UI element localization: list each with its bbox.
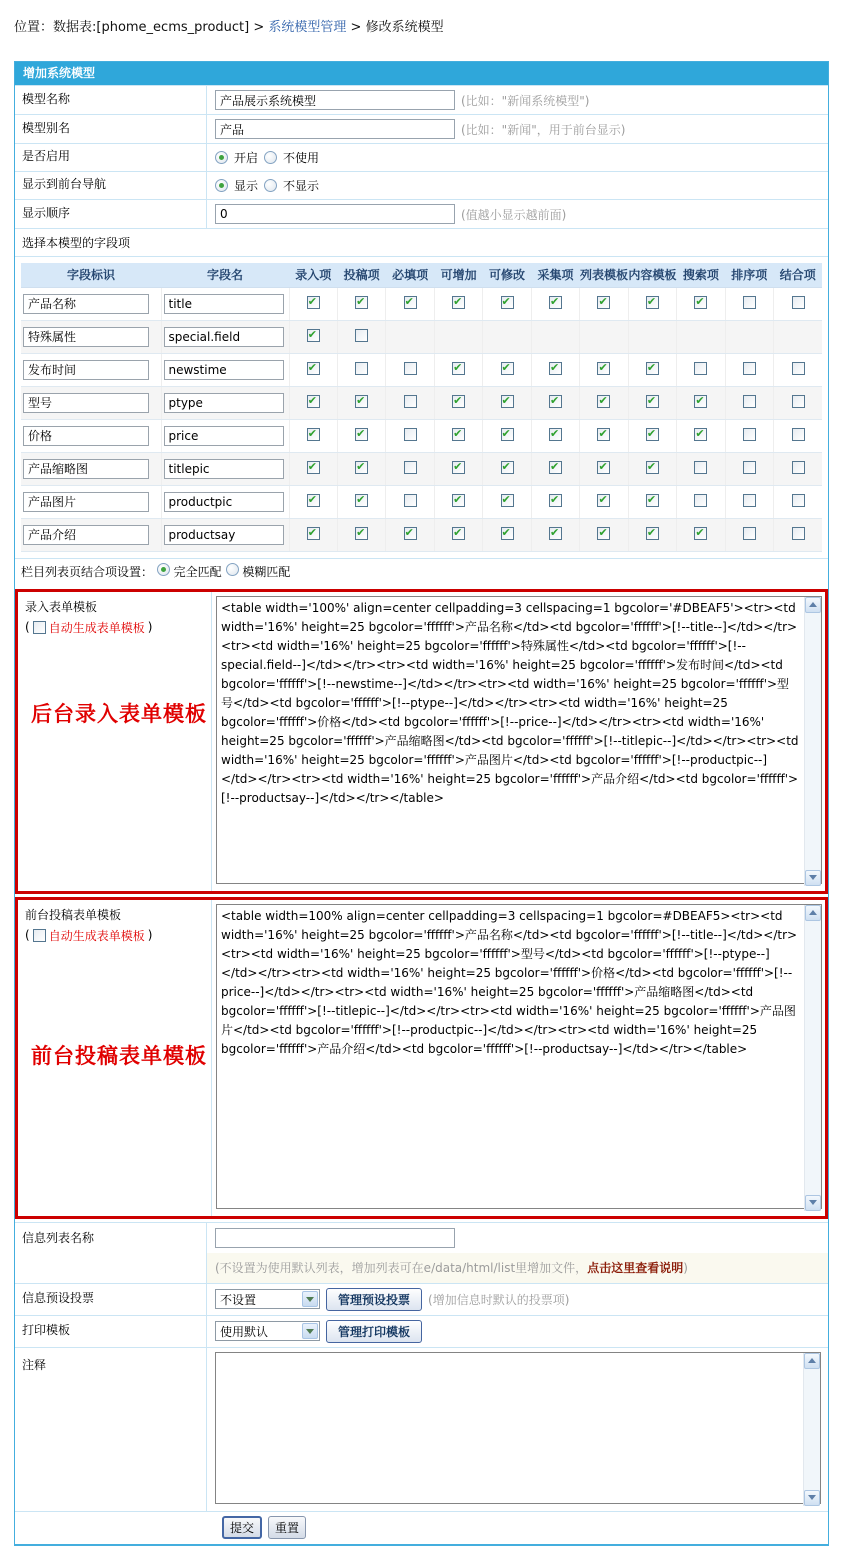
print-template-label: 打印模板 — [15, 1316, 207, 1347]
order-hint: (值越小显示越前面) — [461, 207, 567, 222]
manage-preset-vote-button[interactable]: 管理预设投票 — [326, 1288, 422, 1311]
field-checkbox[interactable] — [597, 527, 610, 540]
field-checkbox[interactable] — [355, 362, 368, 375]
submit-template-annotation: 前台投稿表单模板 — [31, 1042, 207, 1068]
fields-column-header: 排序项 — [725, 263, 773, 287]
field-checkbox[interactable] — [355, 395, 368, 408]
field-checkbox[interactable] — [355, 329, 368, 342]
field-checkbox[interactable] — [452, 494, 465, 507]
field-checkbox[interactable] — [743, 362, 756, 375]
field-checkbox[interactable] — [355, 527, 368, 540]
fields-column-header: 录入项 — [289, 263, 337, 287]
submit-template-highlight-box — [15, 897, 828, 1219]
input-template-textarea[interactable] — [216, 596, 822, 884]
note-scrollbar[interactable] — [803, 1353, 820, 1506]
fields-table-row — [15, 256, 828, 558]
field-checkbox[interactable] — [404, 296, 417, 309]
field-checkbox[interactable] — [501, 527, 514, 540]
field-checkbox[interactable] — [355, 461, 368, 474]
breadcrumb — [14, 16, 829, 35]
field-checkbox[interactable] — [792, 362, 805, 375]
show-nav-off-radio[interactable] — [264, 179, 277, 192]
show-nav-on-label: 显示 — [234, 179, 259, 193]
order-label: 显示顺序 — [15, 200, 207, 228]
field-checkbox[interactable] — [646, 395, 659, 408]
field-checkbox[interactable] — [404, 494, 417, 507]
add-model-panel — [14, 61, 829, 1546]
field-checkbox[interactable] — [694, 428, 707, 441]
chevron-down-icon[interactable] — [302, 1291, 318, 1307]
fields-column-header: 内容模板 — [628, 263, 676, 287]
field-checkbox[interactable] — [743, 461, 756, 474]
field-row — [21, 419, 822, 452]
model-alias-input[interactable] — [215, 119, 455, 139]
show-nav-on-radio[interactable] — [215, 179, 228, 192]
field-checkbox[interactable] — [743, 296, 756, 309]
preset-vote-select[interactable] — [215, 1289, 320, 1309]
scroll-up-button[interactable] — [805, 597, 821, 613]
field-checkbox[interactable] — [694, 362, 707, 375]
field-row — [21, 452, 822, 485]
model-alias-row — [15, 114, 828, 143]
note-row — [15, 1347, 828, 1511]
field-checkbox[interactable] — [549, 362, 562, 375]
show-nav-off-label: 不显示 — [283, 179, 320, 193]
field-checkbox[interactable] — [404, 527, 417, 540]
field-checkbox[interactable] — [452, 527, 465, 540]
field-checkbox[interactable] — [307, 362, 320, 375]
field-var-input[interactable] — [164, 492, 284, 512]
field-checkbox[interactable] — [597, 362, 610, 375]
preset-vote-hint: (增加信息时默认的投票项) — [428, 1292, 570, 1307]
fields-table — [21, 263, 822, 552]
field-checkbox[interactable] — [549, 494, 562, 507]
print-template-select-value: 使用默认 — [220, 1324, 269, 1339]
order-input[interactable] — [215, 204, 455, 224]
field-checkbox[interactable] — [792, 395, 805, 408]
model-name-label: 模型名称 — [15, 86, 207, 114]
field-checkbox[interactable] — [549, 296, 562, 309]
field-row — [21, 353, 822, 386]
input-template-row: 录入表单模板 ( 自动生成表单模板 ) 后台录入表单模板 <table width='100%' align=center cellpadding=3 cellspacing=1 bgcolor='#DBEAF5'><tr><td width='16%' height=25 bgcolor='ffffff'>产品名称</td><td bgcolor='ffffff'>[!--title--]</td></tr><tr><td width='16%' height=25 bgcolor='ffffff'>特殊属性</td><td bgcolor='ffffff'>[!--special.field--]</td></tr><tr><td width='16%' height=25 bgcolor='ffffff'>发布时间</td><td bgcolor='ffffff'>[!--newstime--]</td></tr><tr><td width='16%' height=25 bgcolor='ffffff'>型号</td><td bgcolor='ffffff'>[!--ptype--]</td></tr><tr><td width='16%' height=25 bgcolor='ffffff'>价格</td><td bgcolor='ffffff'>[!--price--]</td></tr><tr><td width='16%' height=25 bgcolor='ffffff'>产品缩略图</td><td bgcolor='ffffff'>[!--titlepic--]</td></tr><tr><td width='16%' height=25 bgcolor='ffffff'>产品图片</td><td bgcolor='ffffff'>[!--productpic--]</td></tr><tr><td width='16%' height=25 bgcolor='ffffff'>产品介绍</td><td bgcolor='ffffff'>[!--productsay--]</td></tr></table> — [18, 592, 825, 891]
field-checkbox[interactable] — [501, 296, 514, 309]
field-var-input[interactable] — [164, 360, 284, 380]
submit-template-row: 前台投稿表单模板 ( 自动生成表单模板 ) 前台投稿表单模板 <table width=100% align=center cellpadding=3 cellspacing=1 bgcolor=#DBEAF5><tr><td width='16%' height=25 bgcolor='ffffff'>产品名称</td><td bgcolor='ffffff'>[!--title--]</td></tr><tr><td width='16%' height=25 bgcolor='ffffff'>型号</td><td bgcolor='ffffff'>[!--ptype--]</td></tr><tr><td width='16%' height=25 bgcolor='ffffff'>价格</td><td bgcolor='ffffff'>[!--price--]</td></tr><tr><td width='16%' height=25 bgcolor='ffffff'>产品缩略图</td><td bgcolor='ffffff'>[!--titlepic--]</td></tr><tr><td width='16%' height=25 bgcolor='ffffff'>产品图片</td><td bgcolor='ffffff'>[!--productpic--]</td></tr><tr><td width='16%' height=25 bgcolor='ffffff'>产品介绍</td><td bgcolor='ffffff'>[!--productsay--]</td></tr></table> — [18, 900, 825, 1216]
match-setting-label: 栏目列表页结合项设置： — [21, 564, 154, 579]
note-textarea[interactable] — [215, 1352, 821, 1504]
field-checkbox[interactable] — [646, 428, 659, 441]
field-checkbox[interactable] — [307, 461, 320, 474]
input-template-highlight-box — [15, 589, 828, 894]
actions-row — [15, 1511, 828, 1544]
field-checkbox[interactable] — [694, 395, 707, 408]
enabled-on-label: 开启 — [234, 151, 259, 165]
field-checkbox[interactable] — [743, 395, 756, 408]
fields-section-row — [15, 228, 828, 256]
input-template-autogen-checkbox[interactable] — [33, 621, 46, 634]
field-id-input[interactable] — [23, 393, 149, 413]
fields-column-header: 采集项 — [531, 263, 579, 287]
print-template-row — [15, 1315, 828, 1347]
model-name-input[interactable] — [215, 90, 455, 110]
breadcrumb-prefix: 位置：数据表:[phome_ecms_product] > — [14, 20, 269, 35]
field-checkbox[interactable] — [694, 494, 707, 507]
field-var-input[interactable] — [164, 459, 284, 479]
field-checkbox[interactable] — [549, 428, 562, 441]
breadcrumb-sep: > — [346, 20, 366, 35]
submit-template-label: 前台投稿表单模板 — [25, 907, 122, 922]
field-checkbox[interactable] — [743, 527, 756, 540]
field-checkbox[interactable] — [597, 428, 610, 441]
field-id-input[interactable] — [23, 459, 149, 479]
field-checkbox[interactable] — [694, 461, 707, 474]
match-fuzzy-label: 模糊匹配 — [242, 564, 291, 579]
fields-column-header: 结合项 — [774, 263, 822, 287]
submit-template-autogen-checkbox[interactable] — [33, 929, 46, 942]
field-var-input[interactable] — [164, 327, 284, 347]
fields-section-label: 选择本模型的字段项 — [22, 236, 131, 250]
list-name-row: 信息列表名称 (不设置为使用默认列表，增加列表可在e/data/html/list里增加文件，点击这里查看说明) — [15, 1222, 828, 1283]
field-checkbox[interactable] — [597, 461, 610, 474]
field-checkbox[interactable] — [404, 395, 417, 408]
reset-button[interactable]: 重置 — [268, 1516, 306, 1539]
enabled-off-label: 不使用 — [283, 151, 320, 165]
field-checkbox[interactable] — [694, 296, 707, 309]
scroll-down-button[interactable] — [804, 1490, 820, 1506]
field-checkbox[interactable] — [501, 428, 514, 441]
show-nav-row — [15, 171, 828, 199]
field-checkbox[interactable] — [646, 494, 659, 507]
scroll-down-button[interactable] — [805, 1195, 821, 1211]
manage-print-template-button[interactable]: 管理打印模板 — [326, 1320, 422, 1343]
field-var-input[interactable] — [164, 294, 284, 314]
field-checkbox[interactable] — [792, 527, 805, 540]
field-var-input[interactable] — [164, 525, 284, 545]
note-label: 注释 — [15, 1348, 207, 1511]
field-checkbox[interactable] — [597, 395, 610, 408]
field-checkbox[interactable] — [792, 296, 805, 309]
field-id-input[interactable] — [23, 492, 149, 512]
input-template-autogen-label: 自动生成表单模板 — [48, 620, 145, 635]
field-checkbox[interactable] — [307, 527, 320, 540]
list-name-doc-link[interactable]: 点击这里查看说明 — [587, 1260, 684, 1275]
field-checkbox[interactable] — [452, 461, 465, 474]
field-checkbox[interactable] — [452, 362, 465, 375]
fields-column-header: 搜索项 — [677, 263, 725, 287]
list-name-hint: (不设置为使用默认列表，增加列表可在e/data/html/list里增加文件， — [215, 1260, 588, 1275]
model-alias-hint: (比如："新闻"，用于前台显示) — [461, 122, 626, 137]
field-checkbox[interactable] — [452, 296, 465, 309]
field-checkbox[interactable] — [694, 527, 707, 540]
field-row — [21, 386, 822, 419]
field-id-input[interactable] — [23, 426, 149, 446]
submit-button[interactable]: 提交 — [222, 1516, 262, 1539]
field-id-input[interactable] — [23, 327, 149, 347]
fields-column-header: 可增加 — [434, 263, 482, 287]
fields-column-header: 字段名 — [161, 263, 289, 287]
print-template-select[interactable] — [215, 1321, 320, 1341]
field-checkbox[interactable] — [452, 428, 465, 441]
enabled-on-radio[interactable] — [215, 151, 228, 164]
fields-column-header: 字段标识 — [21, 263, 161, 287]
field-checkbox[interactable] — [452, 395, 465, 408]
field-checkbox[interactable] — [646, 527, 659, 540]
field-var-input[interactable] — [164, 393, 284, 413]
field-checkbox[interactable] — [501, 362, 514, 375]
preset-vote-select-value: 不设置 — [220, 1292, 257, 1307]
input-template-label: 录入表单模板 — [25, 599, 98, 614]
field-checkbox[interactable] — [501, 395, 514, 408]
field-checkbox[interactable] — [307, 494, 320, 507]
field-checkbox[interactable] — [355, 428, 368, 441]
fields-column-header: 列表模板 — [580, 263, 628, 287]
field-checkbox[interactable] — [355, 494, 368, 507]
enabled-off-radio[interactable] — [264, 151, 277, 164]
field-var-input[interactable] — [164, 426, 284, 446]
field-row — [21, 485, 822, 518]
field-row — [21, 287, 822, 320]
fields-column-header: 可修改 — [483, 263, 531, 287]
field-id-input[interactable] — [23, 525, 149, 545]
field-checkbox[interactable] — [307, 428, 320, 441]
submit-template-autogen-label: 自动生成表单模板 — [48, 928, 145, 943]
field-id-input[interactable] — [23, 360, 149, 380]
field-checkbox[interactable] — [549, 527, 562, 540]
submit-template-textarea[interactable] — [216, 904, 822, 1209]
order-row — [15, 199, 828, 228]
chevron-down-icon[interactable] — [302, 1323, 318, 1339]
breadcrumb-current: 修改系统模型 — [365, 20, 444, 35]
field-checkbox[interactable] — [307, 329, 320, 342]
enabled-label: 是否启用 — [15, 144, 207, 171]
match-setting-row — [15, 558, 828, 586]
field-id-input[interactable] — [23, 294, 149, 314]
model-name-row — [15, 85, 828, 114]
panel-title: 增加系统模型 — [15, 62, 828, 85]
field-checkbox[interactable] — [743, 428, 756, 441]
field-checkbox[interactable] — [792, 494, 805, 507]
field-checkbox[interactable] — [307, 395, 320, 408]
field-checkbox[interactable] — [743, 494, 756, 507]
enabled-row — [15, 143, 828, 171]
list-name-input[interactable] — [215, 1228, 455, 1248]
field-checkbox[interactable] — [404, 461, 417, 474]
scroll-up-button[interactable] — [804, 1353, 820, 1369]
field-row — [21, 518, 822, 551]
input-template-annotation: 后台录入表单模板 — [31, 700, 207, 726]
field-row — [21, 320, 822, 353]
list-name-label: 信息列表名称 — [15, 1223, 207, 1283]
scroll-down-button[interactable] — [805, 870, 821, 886]
field-checkbox[interactable] — [501, 494, 514, 507]
field-checkbox[interactable] — [355, 296, 368, 309]
match-exact-radio[interactable] — [157, 563, 170, 576]
model-name-hint: (比如："新闻系统模型") — [461, 93, 590, 108]
field-checkbox[interactable] — [549, 395, 562, 408]
fields-column-header: 必填项 — [386, 263, 434, 287]
model-alias-label: 模型别名 — [15, 115, 207, 143]
submit-template-scrollbar[interactable] — [804, 905, 821, 1211]
field-checkbox[interactable] — [646, 296, 659, 309]
field-checkbox[interactable] — [307, 296, 320, 309]
show-nav-label: 显示到前台导航 — [15, 172, 207, 199]
field-checkbox[interactable] — [792, 428, 805, 441]
field-checkbox[interactable] — [404, 428, 417, 441]
field-checkbox[interactable] — [597, 296, 610, 309]
field-checkbox[interactable] — [501, 461, 514, 474]
preset-vote-label: 信息预设投票 — [15, 1284, 207, 1315]
field-checkbox[interactable] — [646, 461, 659, 474]
match-fuzzy-radio[interactable] — [226, 563, 239, 576]
field-checkbox[interactable] — [646, 362, 659, 375]
field-checkbox[interactable] — [792, 461, 805, 474]
fields-column-header: 投稿项 — [337, 263, 385, 287]
input-template-scrollbar[interactable] — [804, 597, 821, 886]
preset-vote-row — [15, 1283, 828, 1315]
field-checkbox[interactable] — [549, 461, 562, 474]
field-checkbox[interactable] — [597, 494, 610, 507]
match-exact-label: 完全匹配 — [173, 564, 222, 579]
breadcrumb-link-model-manage[interactable]: 系统模型管理 — [268, 20, 347, 35]
scroll-up-button[interactable] — [805, 905, 821, 921]
field-checkbox[interactable] — [404, 362, 417, 375]
